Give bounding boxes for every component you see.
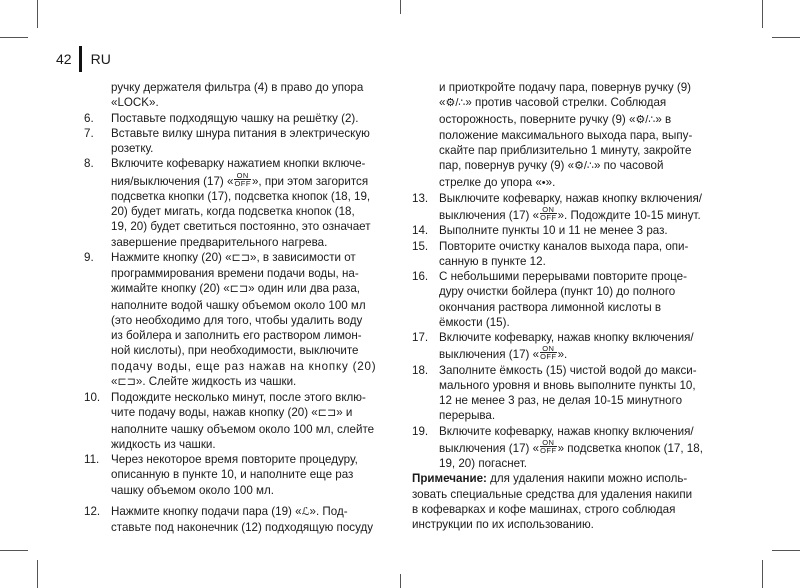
text-span: чите подачу воды, нажав кнопку (20) « <box>111 406 318 420</box>
text-line: ёмкости (15). <box>439 315 510 329</box>
crop-mark <box>762 0 763 28</box>
item-number: 10. <box>84 391 101 404</box>
item-number: 7. <box>84 126 94 140</box>
text-line <box>111 250 384 266</box>
text-line: и приоткройте подачу пара, повернув ручку (9) <box>439 81 692 94</box>
crop-mark <box>0 550 28 551</box>
dot-icon: • <box>541 176 546 189</box>
text-line: мального уровня и вновь выполните пункты 10, <box>439 378 696 392</box>
list-item-12 <box>84 504 384 536</box>
text-line: ной кислоты), при необходимости, выключите <box>111 344 359 358</box>
text-line: Подождите несколько минут, после этого вклю- <box>111 391 366 404</box>
item-number: 6. <box>84 111 94 125</box>
item-number: 17. <box>412 331 429 344</box>
text-span: ». Под- <box>309 504 348 518</box>
text-line: завершение предварительного нагрева. <box>111 235 328 249</box>
text-line: 20) будет мигать, когда подсветка кнопок (18, <box>111 205 355 218</box>
text-span: выключения (17) « <box>439 441 540 455</box>
list-item-18 <box>412 363 717 424</box>
text-line <box>111 374 384 390</box>
text-span: выключения (17) « <box>439 348 540 362</box>
text-line: в кофеварках и кофе машинах, строго соблюдая <box>412 502 676 516</box>
text-span: » один или два раза, <box>248 282 361 296</box>
on-label: ON <box>542 437 555 447</box>
text-line: Включите кофеварку, нажав кнопку включения/ <box>439 424 694 438</box>
steam-nozzle-icon: ℒ <box>301 505 310 518</box>
crop-mark <box>772 37 800 38</box>
list-item-17 <box>412 330 717 363</box>
item-number: 15. <box>412 239 429 253</box>
item-number: 12. <box>84 504 101 518</box>
list-item-9 <box>84 250 384 390</box>
power-onoff-icon <box>234 172 251 187</box>
text-line: наполните водой чашку объемом около 100 мл <box>111 298 366 312</box>
page-header <box>56 45 111 73</box>
list-item-6 <box>84 111 384 126</box>
text-span: » по часовой <box>593 159 664 173</box>
on-label: ON <box>542 205 555 214</box>
text-line: ставьте под наконечник (12) подходящую посуду <box>111 521 374 534</box>
text-line <box>111 281 384 297</box>
text-span: стрелке до упора « <box>439 175 542 189</box>
text-line: Выполните пункты 10 и 11 не менее 3 раз. <box>439 224 668 238</box>
text-line <box>439 439 717 456</box>
note-label: Примечание: <box>412 472 487 486</box>
list-item-11 <box>84 452 384 498</box>
off-label: OFF <box>540 213 557 222</box>
cup-icon: ⊏⊐ <box>317 407 337 420</box>
text-span: ». <box>545 175 556 189</box>
text-line: положение максимального выхода пара, выпу- <box>439 128 693 142</box>
text-line: Вставьте вилку шнура питания в электрическую <box>111 126 370 140</box>
text-line: Через некоторое время повторите процедуру, <box>111 453 358 466</box>
text-span: Нажмите кнопку подачи пара (19) « <box>111 504 302 518</box>
power-onoff-icon <box>540 206 557 221</box>
off-label: OFF <box>234 178 251 188</box>
text-line: описанную в пункте 10, и наполните еще раз <box>111 468 354 482</box>
text-line: жидкость из чашки. <box>111 437 216 451</box>
text-span: », при этом загорится <box>251 174 369 188</box>
text-span: » в <box>655 112 672 126</box>
text-span: « <box>439 96 446 110</box>
text-span: ния/выключения (17) « <box>111 174 234 188</box>
text-span: ». Слейте жидкость из чашки. <box>135 374 297 388</box>
text-line: 12 не менее 3 раз, не делая 10-15 минутного <box>439 394 683 407</box>
text-line: 19, 20) погаснет. <box>439 457 527 470</box>
steam-knob-icon: ⚙/∴ <box>635 113 656 126</box>
text-line: перерыва. <box>439 409 496 423</box>
list-item-13 <box>412 191 717 224</box>
text-line <box>412 112 717 128</box>
text-line: Поставьте подходящую чашку на решётку (2). <box>111 111 359 125</box>
item-number: 9. <box>84 250 94 264</box>
text-line: подачу воды, еще раз нажав на кнопку (20) <box>111 359 377 373</box>
power-onoff-icon <box>540 439 557 454</box>
text-line: зовать специальные средства для удаления накипи <box>412 487 693 501</box>
text-span: » подсветка кнопок (17, 18, <box>557 441 703 455</box>
crop-mark <box>37 560 38 588</box>
text-span: пар, повернув ручку (9) « <box>439 159 575 173</box>
item-number: 11. <box>84 453 100 466</box>
text-line: Включите кофеварку, нажав кнопку включения/ <box>439 331 694 344</box>
item-number: 16. <box>412 270 429 283</box>
text-line: «LOCK». <box>111 96 159 110</box>
page-number: 42 <box>56 51 72 67</box>
text-line: Включите кофеварку нажатием кнопки включе- <box>111 157 366 171</box>
list-item-7 <box>84 126 384 157</box>
off-label: OFF <box>540 445 557 455</box>
language-label: RU <box>90 51 111 67</box>
text-line: программирования времени подачи воды, на- <box>111 267 359 280</box>
text-line <box>439 345 717 362</box>
item-number: 8. <box>84 157 94 171</box>
cup-icon: ⊏⊐ <box>229 283 249 296</box>
crop-mark <box>400 0 401 14</box>
text-line: санную в пункте 12. <box>439 254 546 268</box>
list-item-10 <box>84 390 384 452</box>
item-number: 18. <box>412 363 429 377</box>
text-span: « <box>111 374 118 388</box>
text-line <box>439 206 717 223</box>
text-span: осторожность, поверните ручку (9) « <box>439 112 636 126</box>
steam-knob-icon: ⚙/∴ <box>574 160 594 173</box>
text-span: » и <box>336 406 353 420</box>
text-span: выключения (17) « <box>439 209 540 222</box>
text-span: ». <box>557 348 568 362</box>
text-line <box>111 172 384 189</box>
text-span: Нажмите кнопку (20) « <box>111 250 232 264</box>
text-line: инструкции по их использованию. <box>412 518 594 531</box>
text-line: дуру очистки бойлера (пункт 10) до полного <box>439 285 676 299</box>
text-line: (это необходимо для того, чтобы удалить воду <box>111 313 363 327</box>
text-line: окончания раствора лимонной кислоты в <box>439 300 662 314</box>
header-divider <box>79 46 82 72</box>
text-line: скайте пар приблизительно 1 минуту, закройте <box>439 144 692 157</box>
right-column <box>412 80 717 532</box>
item-number: 14. <box>412 224 429 238</box>
text-line: розетку. <box>111 142 154 155</box>
text-span: », в зависимости от <box>250 250 356 264</box>
text-line <box>412 158 717 174</box>
list-item-16 <box>412 269 717 330</box>
note-line <box>412 471 717 486</box>
text-line <box>412 175 717 191</box>
item-number: 13. <box>412 191 429 205</box>
text-line: С небольшими перерывами повторите проце- <box>439 270 687 283</box>
text-line: ручку держателя фильтра (4) в право до упора <box>111 81 364 94</box>
text-line: Выключите кофеварку, нажав кнопку включения/ <box>439 191 702 205</box>
text-line: подсветка кнопки (17), подсветка кнопок (18, 19, <box>111 189 371 203</box>
left-column <box>84 80 384 535</box>
text-span: » против часовой стрелки. Соблюдая <box>465 96 667 110</box>
text-line: Заполните ёмкость (15) чистой водой до макси- <box>439 363 697 377</box>
cup-icon: ⊏⊐ <box>231 251 251 264</box>
crop-mark <box>37 0 38 28</box>
text-span: ». Подождите 10-15 минут. <box>557 209 701 222</box>
list-item-14 <box>412 223 717 238</box>
text-line: чашку объемом около 100 мл. <box>111 483 274 497</box>
text-line <box>111 405 384 421</box>
text-line <box>111 504 384 520</box>
item-number: 19. <box>412 424 429 438</box>
text-span: для удаления накипи можно исполь- <box>486 472 688 486</box>
text-line: наполните чашку объемом около 100 мл, слейте <box>111 422 375 436</box>
text-line: Повторите очистку каналов выхода пара, опи- <box>439 239 689 253</box>
cup-icon: ⊏⊐ <box>117 375 136 388</box>
on-label: ON <box>542 344 555 354</box>
off-label: OFF <box>540 352 557 362</box>
crop-mark <box>762 560 763 588</box>
text-line: из бойлера и заполнить его раствором лимон- <box>111 329 362 342</box>
list-item-15 <box>412 239 717 270</box>
crop-mark <box>400 574 401 588</box>
crop-mark <box>772 550 800 551</box>
text-span: жимайте кнопку (20) « <box>111 282 230 296</box>
on-label: ON <box>236 170 249 180</box>
list-item-19 <box>412 424 717 472</box>
steam-knob-icon: ⚙/∴ <box>445 97 466 110</box>
power-onoff-icon <box>540 345 557 360</box>
list-item-8 <box>84 156 384 250</box>
text-line: 19, 20) будет светиться постоянно, это означает <box>111 220 371 234</box>
crop-mark <box>0 37 28 38</box>
text-line <box>412 95 717 111</box>
